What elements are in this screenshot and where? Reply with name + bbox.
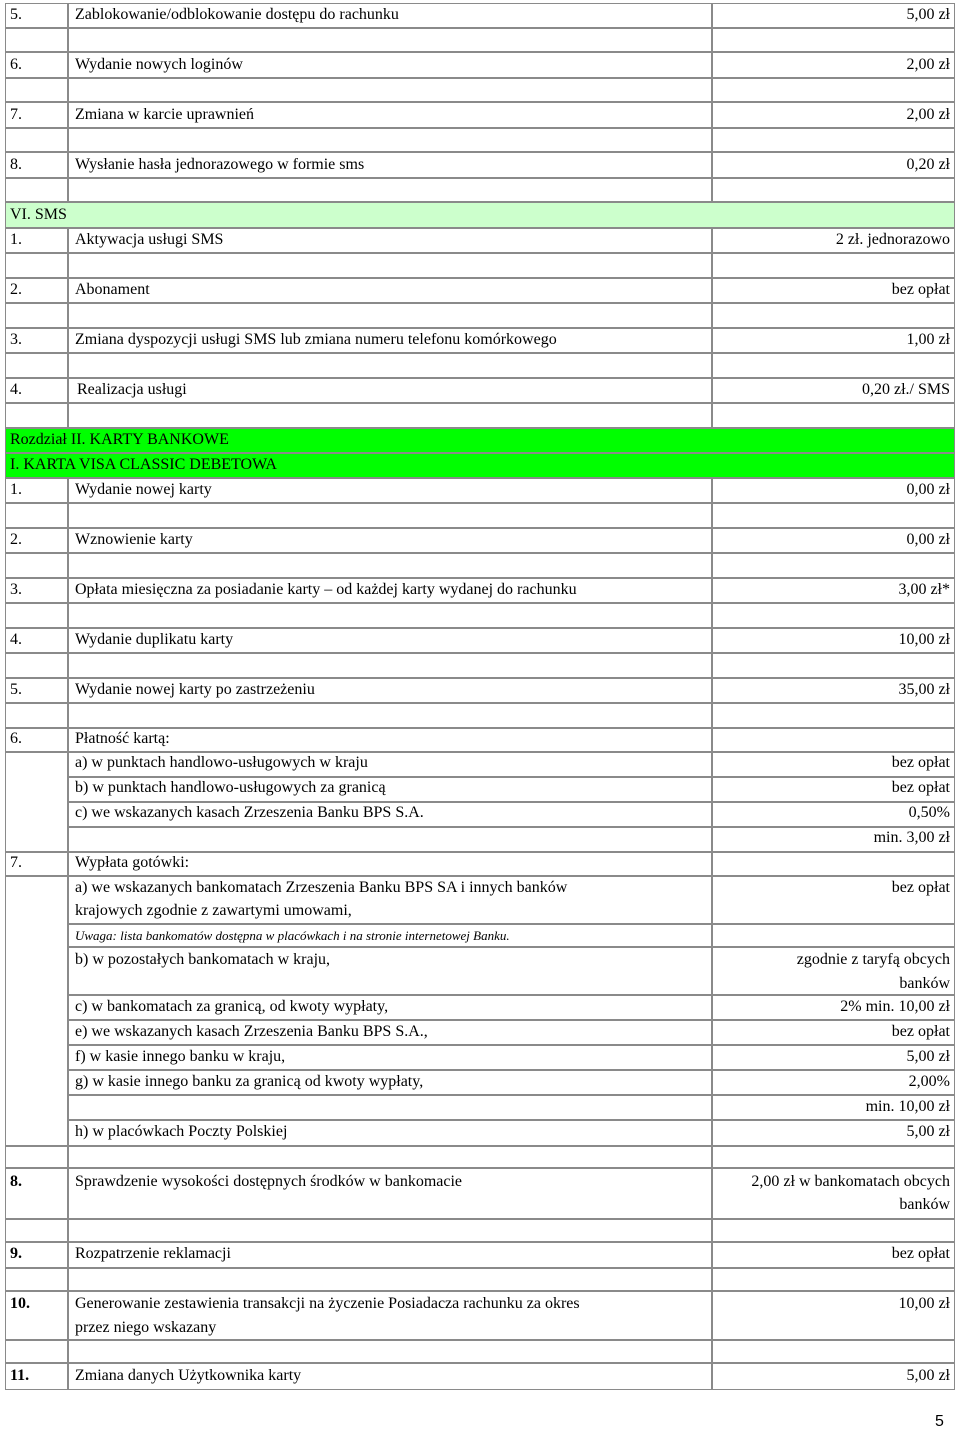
row-value: 2,00 zł bbox=[906, 106, 950, 123]
sub-item-value: bez opłat bbox=[891, 779, 950, 796]
table-cell bbox=[5, 1340, 68, 1363]
table-cell bbox=[712, 1340, 955, 1363]
row-num: 7. bbox=[10, 854, 22, 871]
table-cell bbox=[712, 178, 955, 202]
table-cell bbox=[712, 653, 955, 678]
row-num: 5. bbox=[10, 6, 22, 23]
table-cell bbox=[712, 78, 955, 102]
row-value: 2,00 zł bbox=[906, 56, 950, 73]
row-value: 3,00 zł* bbox=[898, 581, 950, 598]
sub-item-label: e) we wskazanych kasach Zrzeszenia Banku BPS S.A., bbox=[75, 1023, 428, 1040]
sub-item-label: g) w kasie innego banku za granicą od kwoty wypłaty, bbox=[75, 1073, 424, 1090]
table-cell bbox=[5, 403, 68, 428]
table-cell bbox=[5, 128, 68, 152]
row-label: Wydanie duplikatu karty bbox=[75, 631, 234, 648]
table-cell bbox=[5, 553, 68, 578]
sub-item-value: bez opłat bbox=[891, 1023, 950, 1040]
table-cell bbox=[68, 403, 712, 428]
sub-item-label: a) we wskazanych bankomatach Zrzeszenia Banku BPS SA i innych banków bbox=[75, 879, 568, 896]
section-heading-sms: VI. SMS bbox=[10, 206, 67, 223]
row-value: 0,00 zł bbox=[906, 531, 950, 548]
table-cell bbox=[5, 353, 68, 378]
table-cell bbox=[712, 503, 955, 528]
row-label: Wznowienie karty bbox=[75, 531, 193, 548]
row-value: 5,00 zł bbox=[906, 6, 950, 23]
row-label: Płatność kartą: bbox=[75, 730, 170, 747]
table-cell bbox=[68, 653, 712, 678]
table-cell bbox=[5, 253, 68, 278]
row-num: 8. bbox=[10, 156, 22, 173]
table-cell bbox=[712, 703, 955, 728]
table-cell bbox=[68, 1340, 712, 1363]
page-number: 5 bbox=[935, 1413, 944, 1430]
row-value: 10,00 zł bbox=[898, 631, 950, 648]
row-label: Wypłata gotówki: bbox=[75, 854, 190, 871]
row-value: 2 zł. jednorazowo bbox=[835, 231, 950, 248]
row-num: 3. bbox=[10, 581, 22, 598]
table-cell bbox=[712, 728, 955, 752]
row-label-cont: przez niego wskazany bbox=[75, 1319, 217, 1336]
table-cell bbox=[5, 653, 68, 678]
sub-item-min: min. 10,00 zł bbox=[865, 1098, 950, 1115]
row-num: 10. bbox=[10, 1295, 30, 1312]
table-cell bbox=[68, 178, 712, 202]
row-label: Zmiana danych Użytkownika karty bbox=[75, 1367, 302, 1384]
row-value: 2,00 zł w bankomatach obcych bbox=[751, 1173, 950, 1190]
row-label: Wydanie nowej karty bbox=[75, 481, 212, 498]
table-cell bbox=[5, 503, 68, 528]
row-num: 3. bbox=[10, 331, 22, 348]
row-label: Wydanie nowych loginów bbox=[75, 56, 243, 73]
table-cell bbox=[68, 253, 712, 278]
sub-item-label: b) w pozostałych bankomatach w kraju, bbox=[75, 951, 331, 968]
row-num: 2. bbox=[10, 531, 22, 548]
table-cell bbox=[712, 28, 955, 52]
row-value: 0,20 zł./ SMS bbox=[861, 381, 950, 398]
subsection-heading-visa: I. KARTA VISA CLASSIC DEBETOWA bbox=[10, 456, 277, 473]
row-label: Rozpatrzenie reklamacji bbox=[75, 1245, 231, 1262]
row-label: Abonament bbox=[75, 281, 150, 298]
table-cell bbox=[5, 703, 68, 728]
sub-item-value: zgodnie z taryfą obcych bbox=[796, 951, 950, 968]
row-value: bez opłat bbox=[891, 1245, 950, 1262]
sub-item-value: bez opłat bbox=[891, 879, 950, 896]
sub-item-value-cont: banków bbox=[899, 975, 950, 992]
table-cell bbox=[68, 78, 712, 102]
table-cell bbox=[712, 1146, 955, 1168]
table-cell bbox=[712, 253, 955, 278]
table-cell bbox=[68, 1146, 712, 1168]
row-num: 4. bbox=[10, 381, 22, 398]
sub-item-value: bez opłat bbox=[891, 754, 950, 771]
table-cell bbox=[712, 553, 955, 578]
table-cell bbox=[5, 78, 68, 102]
sub-item-label: b) w punktach handlowo-usługowych za granicą bbox=[75, 779, 386, 796]
row-value: 1,00 zł bbox=[906, 331, 950, 348]
row-label: Opłata miesięczna za posiadanie karty – od każdej karty wydanej do rachunku bbox=[75, 581, 577, 598]
table-cell bbox=[68, 303, 712, 328]
table-cell bbox=[712, 128, 955, 152]
row-num: 11. bbox=[10, 1367, 30, 1384]
table-cell bbox=[68, 503, 712, 528]
sub-item-min: min. 3,00 zł bbox=[873, 829, 950, 846]
table-cell bbox=[712, 303, 955, 328]
row-value: 0,00 zł bbox=[906, 481, 950, 498]
row-label: Sprawdzenie wysokości dostępnych środków w bankomacie bbox=[75, 1173, 463, 1190]
table-cell bbox=[68, 827, 712, 852]
sub-item-label: f) w kasie innego banku w kraju, bbox=[75, 1048, 286, 1065]
table-cell bbox=[5, 303, 68, 328]
row-label: Aktywacja usługi SMS bbox=[75, 231, 224, 248]
table-cell bbox=[712, 1219, 955, 1242]
table-cell bbox=[68, 1219, 712, 1242]
table-cell bbox=[68, 1268, 712, 1291]
table-cell bbox=[68, 278, 712, 303]
sub-item-value: 2,00% bbox=[908, 1073, 950, 1090]
row-label: Wysłanie hasła jednorazowego w formie sms bbox=[75, 156, 365, 173]
table-cell bbox=[68, 553, 712, 578]
row-num: 1. bbox=[10, 231, 22, 248]
table-cell bbox=[68, 1095, 712, 1120]
table-cell bbox=[712, 403, 955, 428]
table-cell bbox=[5, 752, 68, 852]
row-label: Generowanie zestawienia transakcji na życzenie Posiadacza rachunku za okres bbox=[75, 1295, 580, 1312]
table-cell bbox=[5, 28, 68, 52]
sub-item-label: c) w bankomatach za granicą, od kwoty wypłaty, bbox=[75, 998, 389, 1015]
row-num: 4. bbox=[10, 631, 22, 648]
table-cell bbox=[712, 353, 955, 378]
table-cell bbox=[5, 178, 68, 202]
table-cell bbox=[68, 28, 712, 52]
row-num: 7. bbox=[10, 106, 22, 123]
sub-item-label: c) we wskazanych kasach Zrzeszenia Banku BPS S.A. bbox=[75, 804, 424, 821]
row-value: 35,00 zł bbox=[898, 681, 950, 698]
row-value: 0,20 zł bbox=[906, 156, 950, 173]
row-label: Zablokowanie/odblokowanie dostępu do rachunku bbox=[75, 6, 399, 23]
table-cell bbox=[68, 128, 712, 152]
row-num: 2. bbox=[10, 281, 22, 298]
row-num: 9. bbox=[10, 1245, 22, 1262]
table-cell bbox=[5, 1268, 68, 1291]
table-cell bbox=[68, 603, 712, 628]
row-num: 8. bbox=[10, 1173, 22, 1190]
table-cell bbox=[712, 852, 955, 876]
row-value: 5,00 zł bbox=[906, 1367, 950, 1384]
row-label: Zmiana w karcie uprawnień bbox=[75, 106, 255, 123]
table-cell bbox=[712, 1268, 955, 1291]
row-num: 6. bbox=[10, 730, 22, 747]
sub-item-label-cont: krajowych zgodnie z zawartymi umowami, bbox=[75, 902, 352, 919]
table-cell bbox=[5, 1219, 68, 1242]
sub-item-value: 0,50% bbox=[908, 804, 950, 821]
sub-item-value: 2% min. 10,00 zł bbox=[840, 998, 950, 1015]
sub-item-label: h) w placówkach Poczty Polskiej bbox=[75, 1123, 288, 1140]
row-label: Wydanie nowej karty po zastrzeżeniu bbox=[75, 681, 315, 698]
row-num: 5. bbox=[10, 681, 22, 698]
row-value: bez opłat bbox=[891, 281, 950, 298]
table-cell bbox=[5, 202, 955, 228]
sub-item-value: 5,00 zł bbox=[906, 1123, 950, 1140]
table-cell bbox=[5, 603, 68, 628]
row-num: 1. bbox=[10, 481, 22, 498]
row-label: Realizacja usługi bbox=[77, 381, 187, 398]
table-cell bbox=[712, 924, 955, 947]
row-label: Zmiana dyspozycji usługi SMS lub zmiana numeru telefonu komórkowego bbox=[75, 331, 557, 348]
table-cell bbox=[68, 353, 712, 378]
table-cell bbox=[68, 703, 712, 728]
row-value: 10,00 zł bbox=[898, 1295, 950, 1312]
table-cell bbox=[712, 603, 955, 628]
section-heading-cards: Rozdział II. KARTY BANKOWE bbox=[10, 431, 229, 448]
row-num: 6. bbox=[10, 56, 22, 73]
sub-item-label: a) w punktach handlowo-usługowych w kraju bbox=[75, 754, 368, 771]
atm-list-note: Uwaga: lista bankomatów dostępna w placówkach i na stronie internetowej Banku. bbox=[75, 928, 510, 943]
table-cell bbox=[5, 1146, 68, 1168]
sub-item-value: 5,00 zł bbox=[906, 1048, 950, 1065]
table-cell bbox=[5, 876, 68, 1146]
row-value-cont: banków bbox=[899, 1196, 950, 1213]
